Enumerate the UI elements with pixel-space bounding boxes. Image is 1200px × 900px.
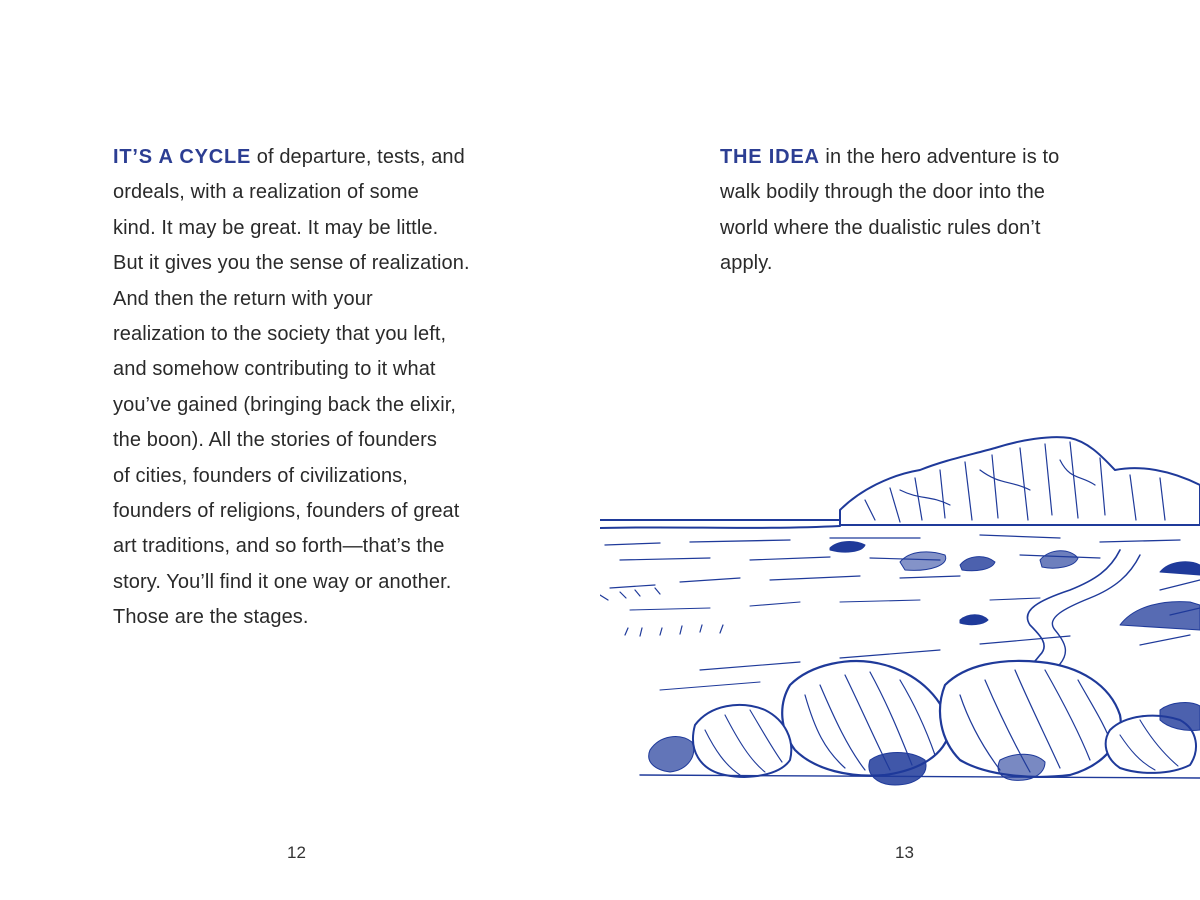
text-line: walk bodily through the door into the — [720, 181, 1046, 204]
page-number: 12 — [287, 843, 306, 862]
text-line: And then the return with your — [113, 287, 373, 310]
text-line: art traditions, and so forth—that’s the — [113, 535, 445, 558]
right-page-text — [720, 140, 1092, 282]
boulder — [649, 737, 694, 772]
text-line: world where the dualistic rules don’t — [720, 216, 1041, 239]
text-line: realization to the society that you left, — [113, 323, 447, 346]
rock — [1160, 562, 1200, 575]
page-number: 13 — [895, 843, 914, 862]
rock — [1120, 602, 1200, 630]
text-line: the boon). All the stories of founders — [113, 429, 437, 452]
text-line: THE IDEA in the hero adventure is to — [720, 146, 1060, 168]
text-line: kind. It may be great. It may be little. — [113, 216, 439, 239]
text-line: IT’S A CYCLE of departure, tests, and — [113, 146, 465, 168]
boulder — [869, 753, 926, 786]
lead-in: IT’S A CYCLE — [113, 146, 252, 168]
text-line: Those are the stages. — [113, 606, 309, 629]
horizon — [600, 520, 840, 528]
lead-in: THE IDEA — [720, 146, 820, 168]
rock — [960, 615, 988, 625]
text-line: you’ve gained (bringing back the elixir, — [113, 393, 457, 416]
rock — [900, 552, 946, 570]
text-line: But it gives you the sense of realization. — [113, 252, 470, 275]
text-line: story. You’ll find it one way or another. — [113, 570, 452, 593]
text-line: ordeals, with a realization of some — [113, 181, 419, 204]
boulder — [693, 705, 791, 777]
rocky-seashore-illustration — [600, 430, 1200, 800]
text-line: founders of religions, founders of great — [113, 500, 460, 523]
rock — [960, 557, 995, 571]
text-line: of cities, founders of civilizations, — [113, 464, 408, 487]
text-line: apply. — [720, 252, 773, 275]
left-page-text — [113, 140, 488, 636]
right-page — [600, 0, 1200, 900]
rock — [1040, 551, 1078, 568]
text-line: and somehow contributing to it what — [113, 358, 436, 381]
rock — [830, 542, 865, 552]
